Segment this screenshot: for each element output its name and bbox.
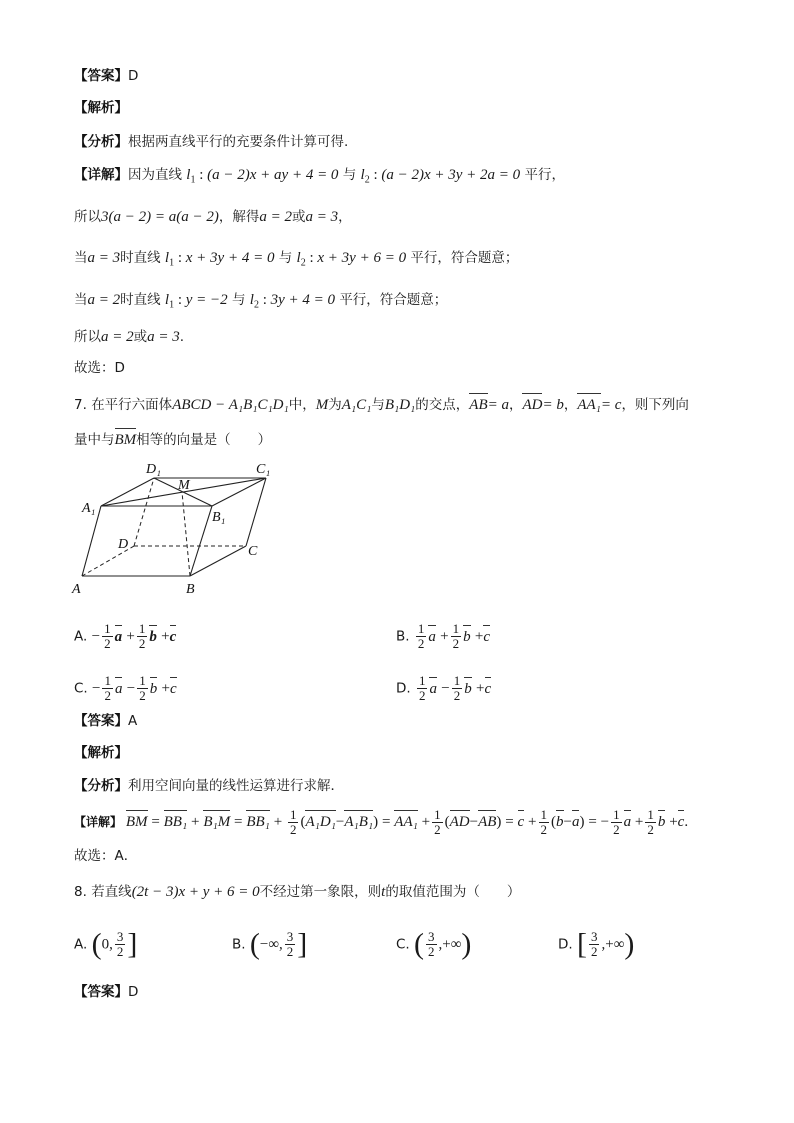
q6-detail-line1: 【详解】因为直线 $l_1$ : (a − 2)x + ay + 4 = 0 与 $l_2$ : (a − 2)x + 3y + 2a = 0 平行， — [74, 167, 565, 186]
edge-AA1 — [82, 506, 101, 576]
q7-option-B[interactable]: B. $\frac{1}{2}$ a + $\frac{1}{2}$ b +c — [396, 621, 491, 651]
q8-option-A[interactable]: A. (0, $\frac{3}{2}$ ] — [74, 927, 138, 961]
q7-option-C[interactable]: C. − $\frac{1}{2}$ a − $\frac{1}{2}$ b +c — [74, 673, 177, 703]
q6-detail-line2: 所以3(a − 2) = a(a − 2)，解得a = 2或a = 3， — [74, 209, 352, 225]
q7-choice: 故选：A． — [74, 848, 138, 864]
q7-analysis-heading: 【解析】 — [74, 745, 128, 761]
q8-answer: 【答案】D — [74, 984, 139, 1000]
edge-DD1 — [134, 478, 154, 546]
q8-option-C[interactable]: C. ( $\frac{3}{2}$ ,+∞) — [396, 927, 472, 961]
q8-stem: 8. 若直线(2t − 3)x + y + 6 = 0不经过第一象限，则t的取值范围为（ ） — [74, 884, 521, 900]
edge-CC1 — [246, 478, 266, 546]
q6-fenxi: 【分析】根据两直线平行的充要条件计算可得. — [74, 134, 349, 150]
q8-option-D[interactable]: D. [ $\frac{3}{2}$ ,+∞) — [558, 927, 635, 961]
q7-stem-line1: 7. 在平行六面体ABCD − A₁B₁C₁D₁中，M为A₁C₁与B₁D₁的交点，AB= a，AD= b，AA₁= c，则下列向 — [74, 397, 689, 413]
q6-answer: 【答案】D — [74, 68, 139, 84]
segment-BM — [182, 492, 190, 576]
point-label-M: M — [178, 478, 190, 493]
vertex-label-A1: A₁ — [82, 501, 96, 516]
vertex-label-D1: D₁ — [146, 462, 161, 477]
q7-fenxi: 【分析】利用空间向量的线性运算进行求解． — [74, 778, 344, 794]
q6-conclusion: 所以a = 2或a = 3. — [74, 329, 185, 345]
vertex-label-C: C — [248, 544, 258, 559]
vertex-label-B: B — [186, 582, 195, 597]
q6-detail-line4: 当a = 2时直线 $l_1$ : y = −2 与 $l_2$ : 3y + 4 = 0 平行，符合题意； — [74, 292, 448, 311]
vertex-label-A: A — [72, 582, 81, 597]
vertex-label-D: D — [118, 537, 129, 552]
q7-option-D[interactable]: D. $\frac{1}{2}$ a − $\frac{1}{2}$ b +c — [396, 673, 492, 703]
q7-option-A[interactable]: A. − $\frac{1}{2}$ a + $\frac{1}{2}$ b +c — [74, 621, 177, 651]
q7-detail: 【详解】 BM = BB₁ + B₁M = BB₁ + $\frac{1}{2}$ (A₁D₁−A₁B₁) = AA₁ + $\frac{1}{2}$ (AD−AB) = c + $\frac{1}{2}$ (b−a) = − $\frac{1}{2}$ a + $\frac{1}{2}$ b +c. — [74, 807, 689, 837]
vertex-label-C1: C₁ — [256, 462, 271, 477]
q6-choice: 故选：D — [74, 360, 125, 376]
vertex-label-B1: B₁ — [212, 510, 226, 525]
q7-stem-line2: 量中与BM相等的向量是（ ） — [74, 432, 272, 448]
parallelepiped-figure — [70, 458, 290, 600]
q8-option-B[interactable]: B. (−∞, $\frac{3}{2}$ ] — [232, 927, 308, 961]
q6-detail-line3: 当a = 3时直线 $l_1$ : x + 3y + 4 = 0 与 $l_2$ : x + 3y + 6 = 0 平行，符合题意； — [74, 250, 519, 269]
q6-analysis-heading: 【解析】 — [74, 100, 128, 116]
q7-answer: 【答案】A — [74, 713, 138, 729]
